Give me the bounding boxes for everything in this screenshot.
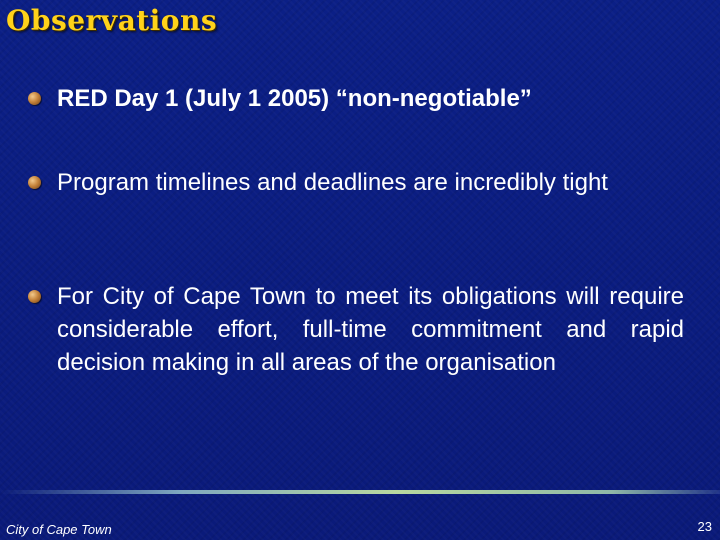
- slide-number: 23: [697, 519, 712, 534]
- footer-divider: [0, 490, 720, 494]
- bullet-text: For City of Cape Town to meet its obligations will require considerable effort, full-time commitment and rapid decision making in all areas of the organisation: [57, 283, 684, 376]
- bullet-text: Program timelines and deadlines are incredibly tight: [57, 169, 608, 196]
- bullet-item: [28, 82, 684, 115]
- bullet-dot-icon: [28, 176, 41, 189]
- slide-title: Observations: [6, 4, 218, 37]
- bullet-dot-icon: [28, 92, 41, 105]
- bullet-item: [28, 166, 684, 199]
- bullet-dot-icon: [28, 290, 41, 303]
- bullet-item: [28, 280, 684, 379]
- bullet-text: RED Day 1 (July 1 2005) “non-negotiable”: [57, 85, 532, 112]
- footer-organization: City of Cape Town: [6, 522, 112, 537]
